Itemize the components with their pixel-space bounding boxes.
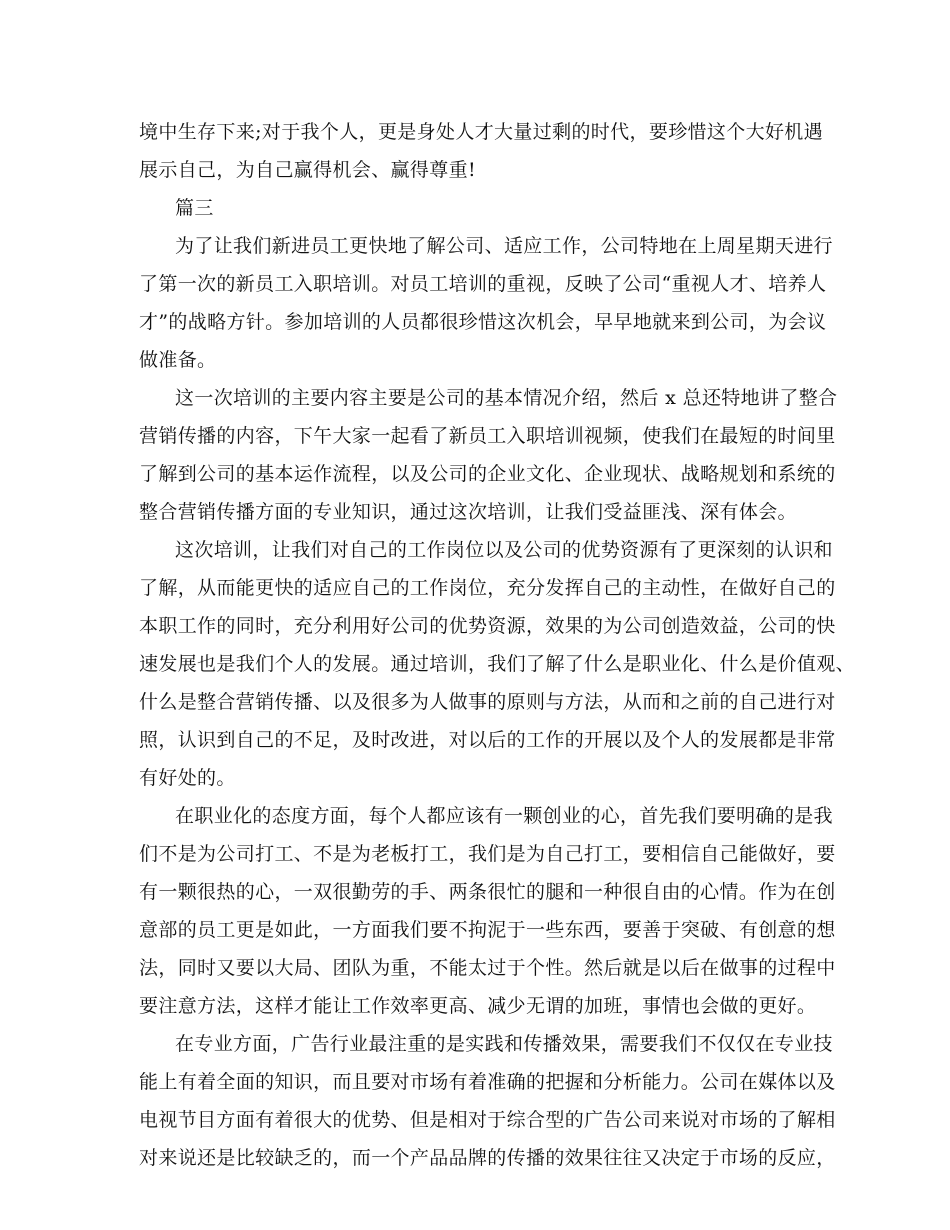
text-line: 电视节目方面有着很大的优势、但是相对于综合型的广告公司来说对市场的了解相 xyxy=(139,1109,836,1131)
text-line: 速发展也是我们个人的发展。通过培训，我们了解了什么是职业化、什么是价值观、 xyxy=(139,653,855,675)
text-line: 营销传播的内容，下午大家一起看了新员工入职培训视频，使我们在最短的时间里 xyxy=(139,425,836,447)
text-line: 要注意方法，这样才能让工作效率更高、减少无谓的加班，事情也会做的更好。 xyxy=(139,995,817,1017)
text-line: 才”的战略方针。参加培训的人员都很珍惜这次机会，早早地就来到公司，为会议 xyxy=(139,311,827,333)
text-line: 能上有着全面的知识，而且要对市场有着准确的把握和分析能力。公司在媒体以及 xyxy=(139,1071,836,1093)
text-line: 意部的员工更是如此，一方面我们要不拘泥于一些东西，要善于突破、有创意的想 xyxy=(139,919,836,941)
text-line: 在专业方面，广告行业最注重的是实践和传播效果，需要我们不仅仅在专业技 xyxy=(175,1033,833,1055)
text-line: 对来说还是比较缺乏的，而一个产品品牌的传播的效果往往又决定于市场的反应， xyxy=(139,1147,836,1169)
text-line: 了解到公司的基本运作流程，以及公司的企业文化、企业现状、战略规划和系统的 xyxy=(139,463,836,485)
text-line: 在职业化的态度方面，每个人都应该有一颗创业的心，首先我们要明确的是我 xyxy=(175,805,833,827)
text-line: 这一次培训的主要内容主要是公司的基本情况介绍，然后 x 总还特地讲了整合 xyxy=(175,387,838,409)
text-line: 有好处的。 xyxy=(139,767,236,789)
document-body xyxy=(139,113,855,1177)
text-line: 什么是整合营销传播、以及很多为人做事的原则与方法，从而和之前的自己进行对 xyxy=(139,691,836,713)
text-line: 法，同时又要以大局、团队为重，不能太过于个性。然后就是以后在做事的过程中 xyxy=(139,957,836,979)
text-line: 做准备。 xyxy=(139,349,217,371)
text-line: 有一颗很热的心，一双很勤劳的手、两条很忙的腿和一种很自由的心情。作为在创 xyxy=(139,881,836,903)
text-line: 整合营销传播方面的专业知识，通过这次培训，让我们受益匪浅、深有体会。 xyxy=(139,501,797,523)
text-line: 照，认识到自己的不足，及时改进，对以后的工作的开展以及个人的发展都是非常 xyxy=(139,729,836,751)
text-line: 本职工作的同时，充分利用好公司的优势资源，效果的为公司创造效益，公司的快 xyxy=(139,615,836,637)
text-line: 们不是为公司打工、不是为老板打工，我们是为自己打工，要相信自己能做好，要 xyxy=(139,843,836,865)
text-line: 这次培训，让我们对自己的工作岗位以及公司的优势资源有了更深刻的认识和 xyxy=(175,539,833,561)
text-line: 展示自己，为自己赢得机会、赢得尊重! xyxy=(139,159,476,181)
text-line: 为了让我们新进员工更快地了解公司、适应工作，公司特地在上周星期天进行 xyxy=(175,235,833,257)
text-line: 了第一次的新员工入职培训。对员工培训的重视，反映了公司“重视人才、培养人 xyxy=(139,273,827,295)
text-line: 了解，从而能更快的适应自己的工作岗位，充分发挥自己的主动性，在做好自己的 xyxy=(139,577,836,599)
text-line: 境中生存下来;对于我个人，更是身处人才大量过剩的时代，要珍惜这个大好机遇 xyxy=(139,121,824,143)
section-heading: 篇三 xyxy=(175,197,214,219)
